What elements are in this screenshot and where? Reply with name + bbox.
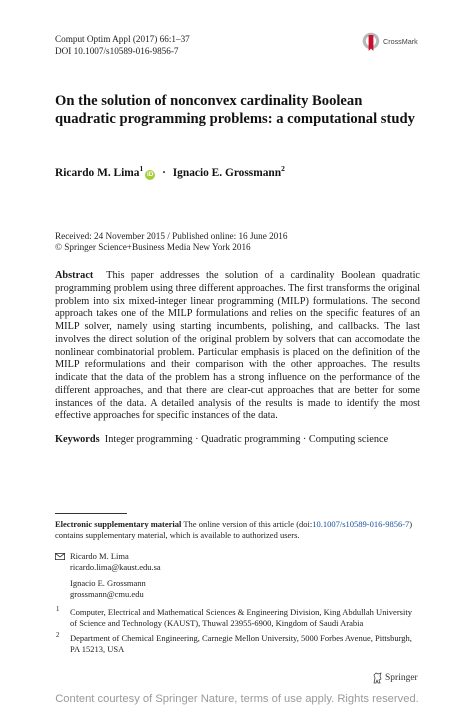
keywords: [55, 434, 420, 447]
esm-label: Electronic supplementary material: [55, 519, 182, 529]
springer-horse-icon: [372, 672, 383, 684]
contact-author-2: [70, 578, 146, 599]
paper-title: On the solution of nonconvex cardinality Boolean quadratic programming problems: a computational study: [55, 93, 415, 127]
orcid-icon[interactable]: iD: [146, 170, 154, 178]
contact-name-1: Ricardo M. Lima: [70, 551, 129, 561]
journal-doi[interactable]: DOI 10.1007/s10589-016-9856-7: [55, 45, 179, 56]
courtesy-notice: Content courtesy of Springer Nature, terms of use apply. Rights reserved.: [55, 693, 419, 705]
author-name-1[interactable]: Ricardo M. Lima: [55, 166, 140, 179]
esm-doi-link[interactable]: 10.1007/s10589-016-9856-7: [312, 519, 410, 529]
crossmark-badge[interactable]: [362, 32, 422, 54]
supplementary-material-note: [55, 519, 425, 541]
esm-text-after: ) contains supplementary material, which is available to authorized users.: [55, 519, 413, 540]
contact-email-2[interactable]: grossmann@cmu.edu: [70, 588, 144, 599]
springer-logo[interactable]: [372, 672, 428, 686]
abstract-text: This paper addresses the solution of a cardinality Boolean quadratic programming problem using three different approaches. The first transforms the original problem into six mixed-integer linear programming (MILP) formulations. The second approach takes one of the MILP formulations and relies on the specific features of an MILP solver, namely using starting incumbents, polishing, and callbacks. The last involves the direct solution of the original problem by solvers that can accomodate the nonlinear combinatorial problem. Particular emphasis is placed on the definition of the MILP reformulations and their comparison with the other approaches. The results indicate that the data of the problem has a strong influence on the performance of the different approaches, and that there are clear-cut approaches that are better for some instances of the data. A detailed analysis of the results is made to identify the most effective approaches for specific instances of the data.: [55, 270, 421, 422]
publication-dates: [55, 231, 287, 253]
crossmark-icon: [362, 32, 380, 52]
affiliation-1: Computer, Electrical and Mathematical Sciences & Engineering Division, King Abdullah University of Science and Technology (KAUST), Thuwal 23955-6900, Kingdom of Saudi Arabia: [70, 607, 412, 628]
contact-email-1[interactable]: ricardo.lima@kaust.edu.sa: [70, 561, 161, 572]
footnote-divider: [55, 513, 127, 514]
author-name-2[interactable]: Ignacio E. Grossmann: [172, 166, 282, 179]
affiliation-mark-2: 2: [56, 632, 60, 639]
abstract: [55, 270, 420, 423]
received-published-line: Received: 24 November 2015 / Published online: 16 June 2016: [55, 231, 288, 241]
author-affil-mark-2: 2: [281, 164, 285, 173]
abstract-label: Abstract: [55, 270, 94, 281]
journal-citation: Comput Optim Appl (2017) 66:1–37: [55, 34, 190, 44]
springer-label: Springer: [385, 673, 418, 683]
copyright-line: © Springer Science+Business Media New York 2016: [55, 242, 251, 253]
affiliation-mark-1: 1: [56, 606, 60, 613]
contact-author-1: [70, 551, 161, 572]
author-separator: ·: [162, 166, 166, 179]
author-line: [55, 164, 285, 180]
contact-name-2: Ignacio E. Grossmann: [70, 578, 146, 588]
journal-header: [55, 34, 190, 57]
keywords-text: Integer programming · Quadratic programming · Computing science: [104, 434, 389, 445]
author-affil-mark-1: 1: [139, 164, 144, 173]
crossmark-label: CrossMark: [383, 37, 418, 46]
envelope-icon: [55, 553, 65, 560]
affiliation-2: Department of Chemical Engineering, Carnegie Mellon University, 5000 Forbes Avenue, Pittsburgh, PA 15213, USA: [70, 633, 412, 654]
keywords-label: Keywords: [55, 434, 100, 445]
esm-text-before: The online version of this article (doi:: [181, 519, 313, 529]
